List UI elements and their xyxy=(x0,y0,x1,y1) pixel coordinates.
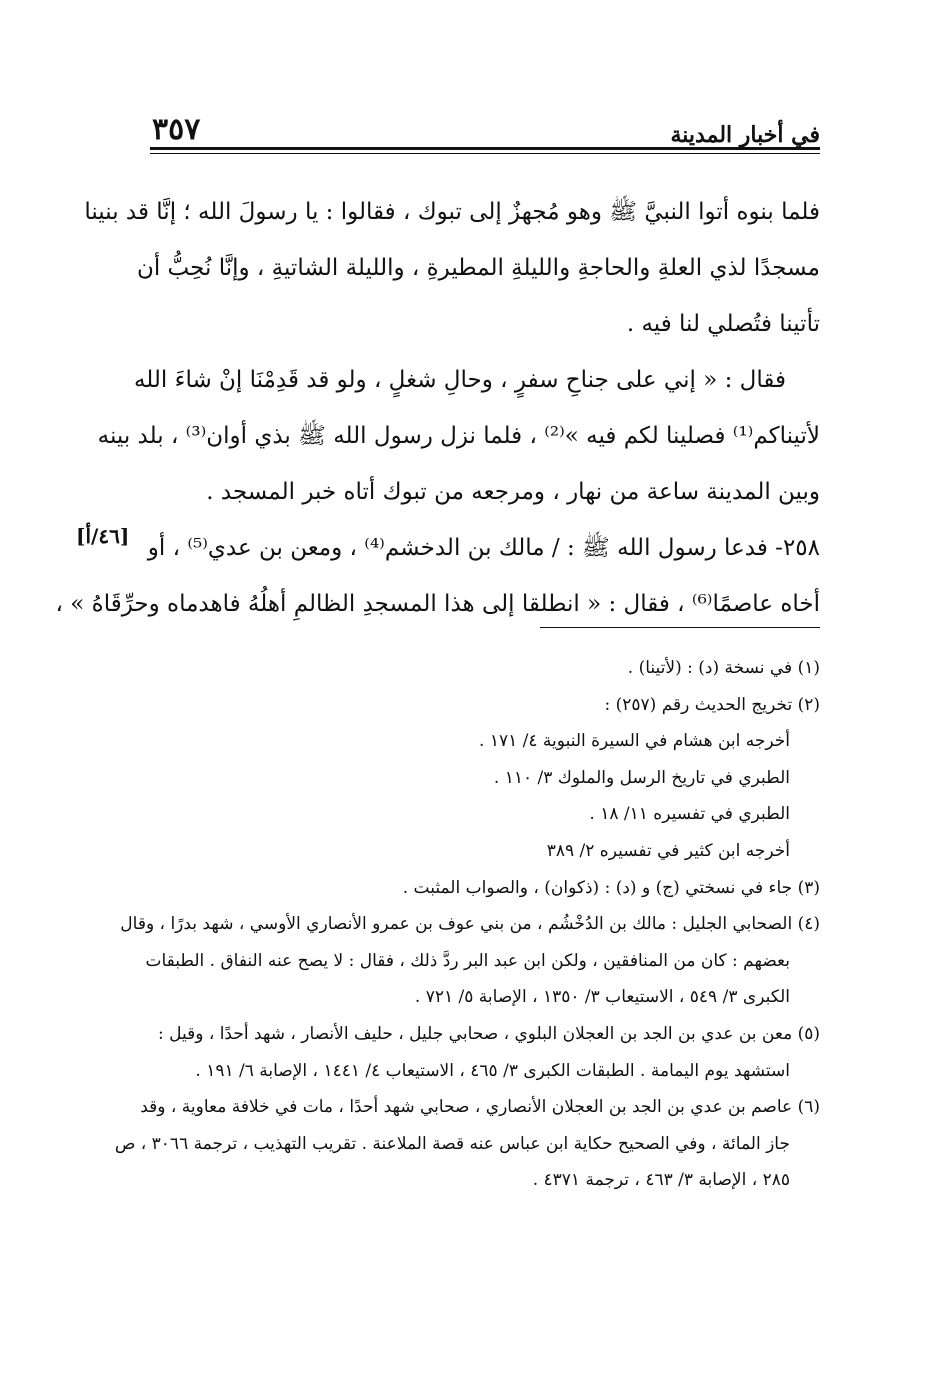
hadith-258-line: ٢٥٨- فدعا رسول الله ﷺ : / مالك بن الدخشم⁽⁴⁾ ، ومعن بن عدي⁽⁵⁾ ، أو xyxy=(147,535,820,561)
body-line: وبين المدينة ساعة من نهار ، ومرجعه من تبوك أتاه خبر المسجد . xyxy=(206,479,820,505)
manuscript-folio-note: [٤٦/أ] xyxy=(76,524,130,548)
footnote-2-source: الطبري في تفسيره ١١/ ١٨ . xyxy=(589,804,790,825)
page-number: ٣٥٧ xyxy=(152,112,201,147)
header-rule xyxy=(150,147,820,150)
footnote-6-cont: ٢٨٥ ، الإصابة ٣/ ٤٦٣ ، ترجمة ٤٣٧١ . xyxy=(532,1170,790,1191)
footnote-6-cont: جاز المائة ، وفي الصحيح حكاية ابن عباس عنه قصة الملاعنة . تقريب التهذيب ، ترجمة ٣٠٦٦ ، ص xyxy=(114,1133,790,1154)
body-line: فلما بنوه أتوا النبيَّ ﷺ وهو مُجهزٌ إلى تبوك ، فقالوا : يا رسولَ الله ؛ إنَّا قد بنينا xyxy=(84,199,820,225)
footnote-4: (٤) الصحابي الجليل : مالك بن الدُخْشُم ، من بني عوف بن عمرو الأنصاري الأوسي ، شهد بدرًا ، وقال xyxy=(120,914,820,935)
footnote-3: (٣) جاء في نسختي (ج) و (د) : (ذكوان) ، والصواب المثبت . xyxy=(402,877,820,898)
footnotes xyxy=(114,650,820,1199)
body-line: لأتيناكم⁽¹⁾ فصلينا لكم فيه »⁽²⁾ ، فلما نزل رسول الله ﷺ بذي أوان⁽³⁾ ، بلد بينه xyxy=(97,423,820,449)
body-line: تأتينا فتُصلي لنا فيه . xyxy=(626,311,820,337)
footnote-2-source: الطبري في تاريخ الرسل والملوك ٣/ ١١٠ . xyxy=(493,767,790,788)
footnote-6: (٦) عاصم بن عدي بن الجد بن العجلان الأنصاري ، صحابي شهد أحدًا ، مات في خلافة معاوية ، وقد xyxy=(140,1097,820,1118)
footnote-2-source: أخرجه ابن هشام في السيرة النبوية ٤/ ١٧١ . xyxy=(479,731,790,752)
footnote-5-cont: استشهد يوم اليمامة . الطبقات الكبرى ٣/ ٤٦٥ ، الاستيعاب ٤/ ١٤٤١ ، الإصابة ٦/ ١٩١ . xyxy=(195,1060,790,1081)
body-line: مسجدًا لذي العلةِ والحاجةِ والليلةِ المطيرةِ ، والليلة الشاتيةِ ، وإنَّا نُحِبُّ أن xyxy=(136,255,820,281)
running-head: في أخبار المدينة xyxy=(670,122,820,148)
footnote-2-source: أخرجه ابن كثير في تفسيره ٢/ ٣٨٩ xyxy=(546,840,790,861)
footnote-4-cont: الكبرى ٣/ ٥٤٩ ، الاستيعاب ٣/ ١٣٥٠ ، الإصابة ٥/ ٧٢١ . xyxy=(414,987,790,1008)
footnote-separator xyxy=(540,627,820,628)
header-rule-thin xyxy=(150,153,820,154)
footnote-1: (١) في نسخة (د) : (لأتينا) . xyxy=(627,658,820,678)
body-line: فقال : « إني على جناحِ سفرٍ ، وحالِ شغلٍ ، ولو قد قَدِمْنَا إنْ شاءَ الله xyxy=(133,367,786,393)
footnote-4-cont: بعضهم : كان من المنافقين ، ولكن ابن عبد البر ردَّ ذلك ، فقال : لا يصح عنه النفاق . الطبقات xyxy=(145,950,790,971)
footnote-2: (٢) تخريج الحديث رقم (٢٥٧) : xyxy=(604,694,820,715)
body-line: أخاه عاصمًا⁽⁶⁾ ، فقال : « انطلقا إلى هذا المسجدِ الظالمِ أهلُهُ فاهدماه وحرِّقَاهُ » ، xyxy=(55,591,820,617)
footnote-5: (٥) معن بن عدي بن الجد بن العجلان البلوي ، صحابي جليل ، حليف الأنصار ، شهد أحدًا ، وقيل : xyxy=(157,1023,820,1044)
